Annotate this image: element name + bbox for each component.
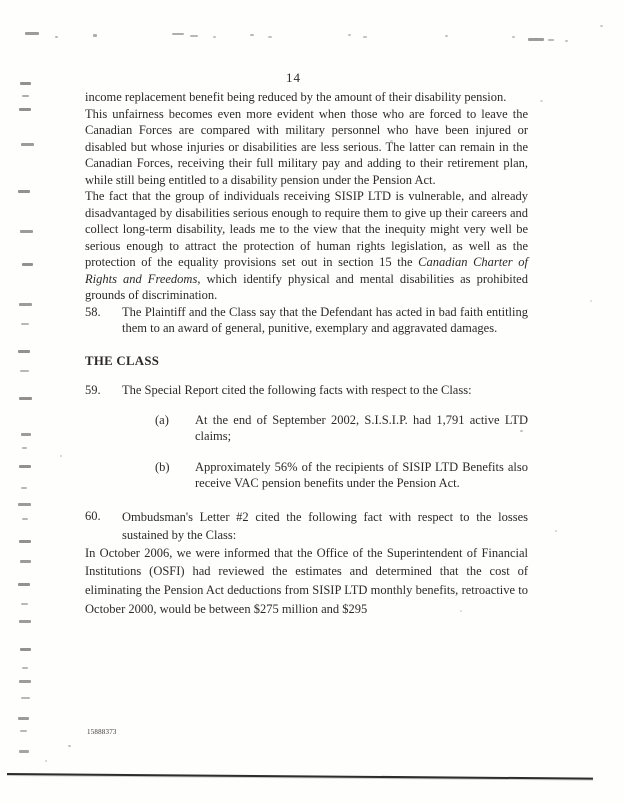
- scan-artifact: [600, 25, 603, 27]
- quote-3-text-before: The fact that the group of individuals receiving SISIP LTD is vulnerable, and already disadvantaged by disabilities serious enough to require them to give up their careers and collect long-term disability, leads me to the view that the inequity might very well be serious enough to attract the protection of human rights legislation, as well as the protection of the equality provisions set out in section 15 the: [85, 189, 528, 269]
- scan-artifact: [19, 397, 32, 400]
- document-id-footer: 15888373: [87, 728, 117, 736]
- bottom-horizontal-rule: [7, 773, 593, 780]
- scan-artifact: [20, 560, 31, 563]
- charter-citation: Canadian Charter of Rights and Freedoms: [85, 255, 528, 286]
- quote-3-text-after: , which identify physical and mental disabilities as prohibited grounds of discrimination.: [85, 271, 528, 302]
- quote-paragraph-3: [85, 188, 528, 304]
- scan-artifact: [19, 620, 31, 623]
- scan-artifact: [590, 300, 592, 302]
- sub-item-label: (a): [155, 412, 169, 427]
- scan-artifact: [172, 33, 184, 35]
- scan-artifact: [21, 603, 28, 605]
- scan-artifact: [565, 40, 568, 42]
- scan-artifact: [540, 100, 543, 102]
- scan-artifact: [45, 760, 47, 762]
- scan-artifact: [22, 95, 29, 97]
- scan-artifact: [363, 36, 367, 38]
- section-heading-the-class: THE CLASS: [85, 353, 160, 368]
- paragraph-text: Ombudsman's Letter #2 cited the following fact with respect to the losses sustained by the Class:: [122, 509, 528, 542]
- sub-item-b: [155, 459, 528, 492]
- document-body: [85, 89, 528, 619]
- scan-artifact: [160, 250, 162, 252]
- scan-artifact: [18, 503, 31, 506]
- scan-artifact: [190, 35, 198, 37]
- scan-artifact: [21, 697, 30, 699]
- scan-artifact: [213, 36, 216, 38]
- scan-artifact: [20, 82, 31, 85]
- scan-artifact: [460, 610, 462, 612]
- scan-artifact: [20, 230, 33, 233]
- scan-artifact: [22, 263, 33, 266]
- scan-artifact: [19, 540, 31, 543]
- scan-artifact: [250, 34, 254, 36]
- scan-artifact: [22, 447, 27, 449]
- quote-paragraph-60: In October 2006, we were informed that the Office of the Superintendent of Financial Institutions (OSFI) had reviewed the estimates and determined that the cost of eliminating the Pension Act deductions from SISIP LTD monthly benefits, retroactive to October 2000, would be between $275 million and $295: [85, 545, 528, 616]
- scan-artifact: [21, 323, 29, 325]
- scan-artifact: [18, 350, 30, 353]
- scan-artifact: [19, 465, 31, 468]
- scan-artifact: [20, 370, 29, 372]
- numbered-paragraph-58: [85, 304, 528, 337]
- sub-item-text: At the end of September 2002, S.I.S.I.P. had 1,791 active LTD claims;: [195, 412, 528, 443]
- scan-artifact: [19, 108, 31, 111]
- scan-artifact: [548, 39, 554, 41]
- scan-artifact: [60, 455, 62, 457]
- sub-item-text: Approximately 56% of the recipients of SISIP LTD Benefits also receive VAC pension benefits under the Pension Act.: [195, 459, 528, 490]
- scan-artifact: [528, 38, 544, 41]
- numbered-paragraph-59: [85, 382, 528, 399]
- scan-artifact: [348, 34, 351, 36]
- scan-artifact: [21, 143, 34, 146]
- quote-paragraph-2: This unfairness becomes even more evident when those who are forced to leave the Canadian Forces are compared with military personnel who have been injured or disabled but whose injuries or disabilities are less serious. The latter can remain in the Canadian Forces, receiving their full military pay and adding to their retirement plan, while still being entitled to a disability pension under the Pension Act.: [85, 106, 528, 187]
- scan-artifact: [268, 36, 272, 38]
- scan-artifact: [55, 36, 58, 38]
- quote-paragraph-1: income replacement benefit being reduced by the amount of their disability pension.: [85, 90, 507, 104]
- scan-artifact: [18, 717, 29, 720]
- scan-artifact: [555, 530, 557, 532]
- scan-artifact: [350, 605, 352, 607]
- scan-artifact: [20, 648, 31, 651]
- paragraph-number: 59.: [85, 383, 101, 397]
- paragraph-text: The Plaintiff and the Class say that the Defendant has acted in bad faith entitling them to an award of general, punitive, exemplary and aggravated damages.: [122, 304, 528, 335]
- scan-artifact: [68, 745, 71, 747]
- page-number: 14: [286, 70, 301, 85]
- numbered-paragraph-60: [85, 508, 528, 544]
- scan-artifact: [20, 730, 27, 732]
- paragraph-number: 58.: [85, 304, 101, 319]
- sub-item-a: [155, 412, 528, 445]
- scan-artifact: [19, 303, 32, 306]
- scan-artifact: [22, 667, 28, 669]
- scan-artifact: [390, 140, 393, 142]
- scan-artifact: [22, 518, 28, 520]
- scan-artifact: [19, 680, 31, 683]
- paragraph-number: 60.: [85, 508, 101, 523]
- scan-artifact: [18, 190, 30, 193]
- sub-item-label: (b): [155, 459, 170, 474]
- scan-artifact: [25, 32, 39, 35]
- paragraph-text: The Special Report cited the following facts with respect to the Class:: [122, 383, 472, 397]
- scan-artifact: [445, 35, 448, 37]
- scan-artifact: [520, 430, 523, 432]
- scan-artifact: [19, 750, 29, 753]
- scan-artifact: [21, 433, 31, 436]
- scan-artifact: [512, 36, 515, 38]
- scan-artifact: [18, 583, 30, 586]
- scan-artifact: [93, 34, 97, 37]
- scan-artifact: [21, 487, 27, 489]
